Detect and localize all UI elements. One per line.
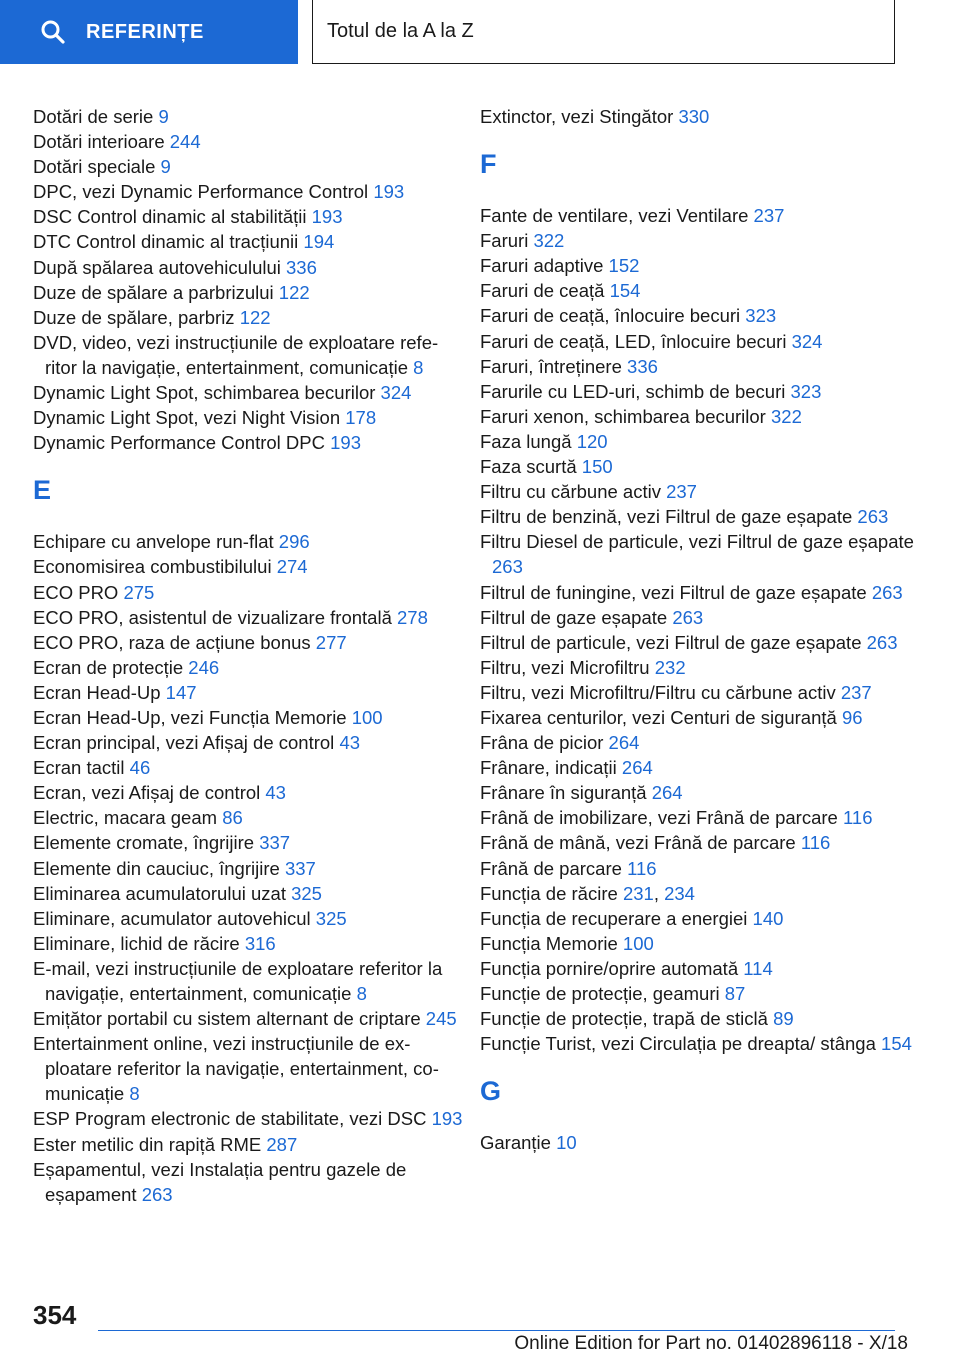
- index-entry: [33, 780, 463, 805]
- index-entry-text: Elemente cromate, îngrijire: [33, 832, 255, 854]
- index-column-right: [480, 104, 920, 1155]
- index-entry-text: Funcție Turist, vezi Circulația pe dreapta/ stânga: [480, 1033, 876, 1055]
- page-reference-link[interactable]: 336: [286, 256, 317, 278]
- index-entry: [33, 580, 463, 605]
- index-entry-text: Dotări de serie: [33, 106, 154, 127]
- page-reference-link[interactable]: 150: [581, 456, 613, 478]
- page-reference-link[interactable]: 322: [771, 405, 802, 427]
- index-entry: [33, 906, 463, 931]
- index-entry-text: Faruri adaptive: [480, 255, 604, 277]
- index-entry: [33, 104, 463, 129]
- index-entry: [33, 554, 463, 579]
- page-reference-link[interactable]: 287: [266, 1133, 298, 1155]
- page-reference-link[interactable]: 237: [840, 681, 872, 703]
- index-entry: [480, 504, 920, 529]
- section-title: [312, 0, 895, 64]
- index-entry: [33, 1031, 463, 1106]
- index-entry: [33, 730, 463, 755]
- page-reference-link[interactable]: 264: [621, 757, 653, 779]
- index-entry-text: E-mail, vezi instrucțiunile de exploatare referitor la navigație, entertainment, comunicație: [33, 957, 443, 1004]
- index-entry-text: Economisirea combustibilului: [33, 556, 272, 578]
- index-entry-text: Garanție: [480, 1132, 551, 1154]
- index-entry: [480, 580, 920, 605]
- index-entry-text: DTC Control dinamic al tracțiunii: [33, 231, 299, 253]
- index-entry-text: Frâna de picior: [480, 732, 604, 754]
- index-entry-text: Filtru, vezi Microfiltru: [480, 656, 650, 678]
- index-entry-text: Funcția Memorie: [480, 932, 618, 954]
- index-entry: [480, 1031, 920, 1056]
- page-reference-link[interactable]: 246: [188, 656, 220, 678]
- page-reference-link[interactable]: 194: [303, 231, 335, 253]
- page-reference-link[interactable]: 154: [609, 280, 641, 302]
- page-reference-link[interactable]: 263: [857, 506, 889, 528]
- index-entry: [33, 931, 463, 956]
- index-entry-text: Eșapamentul, vezi Instalația pentru gazele de eșapament: [33, 1158, 407, 1205]
- index-entry: [33, 154, 463, 179]
- index-entry-text: Faruri de ceață, LED, înlocuire becuri: [480, 330, 787, 352]
- index-entry-text: ECO PRO: [33, 581, 119, 603]
- footer-divider: [98, 1330, 895, 1331]
- index-entry-text: Frânare, indicații: [480, 757, 617, 779]
- index-entry-text: Funcție de protecție, geamuri: [480, 983, 720, 1004]
- index-entry-text: Frână de parcare: [480, 857, 622, 879]
- index-entry-text: Frână de mână, vezi Frână de parcare: [480, 832, 796, 854]
- page-reference-link[interactable]: 87: [724, 983, 746, 1004]
- index-entry: [33, 680, 463, 705]
- page-reference-link[interactable]: 330: [678, 106, 710, 127]
- index-entry-text: Funcție de protecție, trapă de sticlă: [480, 1008, 768, 1030]
- index-entry: [33, 529, 463, 554]
- index-entry-text: Dotări interioare: [33, 131, 165, 153]
- index-letter-heading: G: [480, 1076, 502, 1107]
- index-entry-text: Funcția pornire/oprire automată: [480, 957, 739, 979]
- index-entry: [33, 1132, 463, 1157]
- index-entry-text: Funcția de răcire: [480, 882, 618, 904]
- references-tab[interactable]: [0, 0, 298, 64]
- page-reference-link[interactable]: 100: [351, 706, 383, 728]
- index-entry-text: ECO PRO, raza de acțiune bonus: [33, 631, 311, 653]
- index-entry-text: Faruri de ceață, înlocuire becuri: [480, 305, 741, 327]
- index-column-left: [33, 104, 463, 1207]
- index-entry: [33, 605, 463, 630]
- page-reference-link[interactable]: 245: [425, 1008, 457, 1030]
- page-reference-link[interactable]: 325: [315, 907, 347, 929]
- page-reference-link[interactable]: 322: [533, 230, 565, 252]
- page-reference-link[interactable]: 122: [239, 306, 271, 328]
- index-entry: [480, 529, 920, 579]
- index-entry-text: Ester metilic din rapiță RME: [33, 1133, 262, 1155]
- page-reference-link[interactable]: 263: [141, 1183, 173, 1205]
- index-entry: [33, 305, 463, 330]
- page-reference-link[interactable]: 116: [842, 807, 873, 829]
- page-reference-link[interactable]: 323: [745, 305, 777, 327]
- page-reference-link[interactable]: 9: [160, 156, 171, 178]
- index-entry: [480, 906, 920, 931]
- page-reference-link[interactable]: 278: [397, 606, 428, 628]
- index-entry: [33, 204, 463, 229]
- page-reference-link[interactable]: 140: [752, 907, 784, 929]
- index-entry: [33, 255, 463, 280]
- index-entry: [480, 956, 920, 981]
- index-entry: [33, 856, 463, 881]
- index-entry-text: Emițător portabil cu sistem alternant de criptare: [33, 1008, 421, 1030]
- index-entry: [33, 129, 463, 154]
- page-reference-link[interactable]: 8: [413, 356, 424, 378]
- index-entry-text: După spălarea autovehiculului: [33, 256, 281, 278]
- index-entry: [480, 404, 920, 429]
- index-entry: [33, 330, 463, 380]
- index-entry: [33, 1157, 463, 1207]
- page-reference-link[interactable]: 122: [278, 281, 310, 303]
- index-entry: [480, 730, 920, 755]
- index-entry: [480, 329, 920, 354]
- index-entry-text: Echipare cu anvelope run-flat: [33, 531, 274, 553]
- index-entry: [480, 379, 920, 404]
- page-reference-link[interactable]: 152: [608, 255, 640, 277]
- index-entry-text: Filtru Diesel de particule, vezi Filtrul de gaze eșapate: [480, 531, 914, 553]
- index-entry-text: Ecran, vezi Afișaj de control: [33, 782, 261, 804]
- index-entry: [33, 830, 463, 855]
- page-reference-link[interactable]: 232: [654, 656, 686, 678]
- index-entry: [480, 228, 920, 253]
- index-entry-text: Faruri, întreținere: [480, 355, 622, 377]
- page-reference-link[interactable]: 263: [492, 556, 523, 578]
- index-entry-text: Filtru de benzină, vezi Filtrul de gaze eșapate: [480, 506, 853, 528]
- index-entry: [33, 630, 463, 655]
- page-reference-link[interactable]: 264: [651, 782, 683, 804]
- index-entry: [33, 956, 463, 1006]
- page-reference-link[interactable]: 296: [278, 531, 310, 553]
- index-entry: [480, 805, 920, 830]
- footer-edition: Online Edition for Part no. 01402896118 - X/18: [514, 1333, 908, 1354]
- page-reference-link[interactable]: 277: [315, 631, 347, 653]
- index-entry-text: Eliminare, lichid de răcire: [33, 932, 240, 954]
- index-entry-text: Eliminarea acumulatorului uzat: [33, 882, 286, 904]
- page-reference-link[interactable]: 8: [356, 983, 367, 1004]
- index-entry-text: Electric, macara geam: [33, 807, 218, 829]
- page-number: 354: [33, 1300, 77, 1330]
- index-entry: [480, 705, 920, 730]
- index-entry-text: Ecran Head-Up: [33, 681, 161, 703]
- index-entry-text: Duze de spălare a parbrizului: [33, 281, 274, 303]
- index-entry-text: Dynamic Light Spot, vezi Night Vision: [33, 407, 341, 429]
- index-entry: [33, 380, 463, 405]
- index-entry: [33, 1106, 463, 1131]
- index-entry: Funcția de răcire 231, 234: [480, 882, 695, 904]
- index-entry-text: DVD, video, vezi instrucțiunile de exploatare referitor la navigație, entertainment, comunicație: [33, 331, 439, 378]
- page-reference-link[interactable]: 275: [123, 581, 155, 603]
- page-reference-link[interactable]: 325: [291, 882, 322, 904]
- index-entry-text: ESP Program electronic de stabilitate, vezi DSC: [33, 1108, 427, 1130]
- index-entry: [480, 1006, 920, 1031]
- page-reference-link[interactable]: 178: [345, 407, 377, 429]
- index-entry-text: Dotări speciale: [33, 156, 156, 178]
- page-reference-link[interactable]: 193: [431, 1108, 463, 1130]
- index-entry-text: Frânare în siguranță: [480, 782, 647, 804]
- index-entry-text: Farurile cu LED-uri, schimb de becuri: [480, 380, 786, 402]
- page-reference-link[interactable]: 147: [165, 681, 197, 703]
- page-reference-link[interactable]: 96: [841, 706, 863, 728]
- index-entry-text: Faza scurtă: [480, 456, 577, 478]
- page-header: [0, 0, 960, 66]
- index-entry: [480, 253, 920, 278]
- index-entry: [480, 454, 920, 479]
- search-icon: [40, 19, 66, 45]
- index-entry: [33, 755, 463, 780]
- index-entry: [480, 630, 920, 655]
- page-reference-link[interactable]: 231: [622, 882, 654, 904]
- index-entry-text: Filtru cu cărbune activ: [480, 481, 661, 503]
- index-entry: [33, 881, 463, 906]
- index-entry-text: Faruri de ceață: [480, 280, 605, 302]
- page-reference-link[interactable]: 193: [373, 181, 405, 203]
- page-reference-link[interactable]: 193: [330, 432, 361, 454]
- index-entry: [33, 405, 463, 430]
- index-entry: [33, 179, 463, 204]
- index-entry: [33, 430, 463, 455]
- index-entry-text: Extinctor, vezi Stingător: [480, 106, 674, 127]
- index-entry-text: DSC Control dinamic al stabilității: [33, 206, 307, 228]
- index-entry: [480, 1130, 920, 1155]
- index-entry: [33, 655, 463, 680]
- references-tab-label: REFERINȚE: [86, 20, 204, 43]
- index-entry: [480, 203, 920, 228]
- page-reference-link[interactable]: 43: [265, 782, 286, 804]
- index-entry: [480, 479, 920, 504]
- index-entry-text: Ecran de protecție: [33, 656, 184, 678]
- index-entry-text: Duze de spălare, parbriz: [33, 306, 235, 328]
- index-entry: [480, 429, 920, 454]
- index-entry-text: Dynamic Performance Control DPC: [33, 432, 325, 454]
- index-entry-text: Ecran tactil: [33, 757, 125, 779]
- page-reference-link[interactable]: 86: [222, 807, 243, 829]
- page-reference-link[interactable]: 263: [866, 631, 898, 653]
- index-entry: [480, 981, 920, 1006]
- index-entry-text: Entertainment online, vezi instrucțiunile de exploatare referitor la navigație, entertainment, comunicație: [33, 1033, 439, 1105]
- page-reference-link[interactable]: 324: [380, 382, 412, 404]
- index-entry-text: Ecran Head-Up, vezi Funcția Memorie: [33, 706, 347, 728]
- page-reference-link[interactable]: 244: [169, 131, 201, 153]
- index-entry: [480, 780, 920, 805]
- index-entry-text: Dynamic Light Spot, schimbarea becurilor: [33, 382, 376, 404]
- index-letter-heading: F: [480, 149, 497, 180]
- index-entry-text: Fixarea centurilor, vezi Centuri de siguranță: [480, 706, 837, 728]
- page-reference-link[interactable]: 100: [622, 932, 654, 954]
- index-entry: [33, 280, 463, 305]
- page-reference-link[interactable]: 89: [773, 1008, 794, 1030]
- index-entry: [480, 104, 920, 129]
- index-entry-text: Ecran principal, vezi Afișaj de control: [33, 732, 335, 754]
- page-reference-link[interactable]: 154: [881, 1033, 912, 1055]
- index-entry-text: Eliminare, acumulator autovehicul: [33, 907, 311, 929]
- page-reference-link[interactable]: 323: [790, 380, 822, 402]
- index-entry-text: ECO PRO, asistentul de vizualizare frontală: [33, 606, 392, 628]
- index-entry-text: Funcția de recuperare a energiei: [480, 907, 748, 929]
- index-entry: [33, 1006, 463, 1031]
- index-entry: [33, 229, 463, 254]
- index-entry: [480, 278, 920, 303]
- page-reference-link[interactable]: 8: [129, 1083, 140, 1105]
- page-reference-link[interactable]: 336: [627, 355, 658, 377]
- section-title-text: Totul de la A la Z: [327, 20, 474, 42]
- index-entry: [33, 705, 463, 730]
- page-reference-link[interactable]: 316: [244, 932, 276, 954]
- index-entry: [480, 755, 920, 780]
- index-entry: [480, 830, 920, 855]
- page-reference-link[interactable]: 324: [791, 330, 823, 352]
- index-entry: [33, 805, 463, 830]
- index-entry-text: Faza lungă: [480, 430, 572, 452]
- page-reference-link[interactable]: 274: [276, 556, 308, 578]
- page-reference-link[interactable]: 10: [556, 1132, 577, 1154]
- page-reference-link[interactable]: 9: [158, 106, 169, 127]
- page-reference-link[interactable]: 263: [871, 581, 903, 603]
- index-entry-text: Filtrul de particule, vezi Filtrul de gaze eșapate: [480, 631, 862, 653]
- index-entry-text: Filtru, vezi Microfiltru/Filtru cu cărbune activ: [480, 681, 836, 703]
- page-reference-link[interactable]: 120: [576, 430, 608, 452]
- page-reference-link[interactable]: 263: [672, 606, 704, 628]
- page-reference-link[interactable]: 193: [311, 206, 343, 228]
- page-reference-link[interactable]: 114: [743, 957, 773, 979]
- page-reference-link[interactable]: 337: [284, 857, 316, 879]
- page-reference-link[interactable]: 337: [259, 832, 291, 854]
- index-entry: [480, 354, 920, 379]
- index-entry-text: Faruri: [480, 230, 529, 252]
- index-entry: [480, 655, 920, 680]
- index-entry: [480, 303, 920, 328]
- page-reference-link[interactable]: 237: [753, 205, 785, 227]
- index-entry-text: Faruri xenon, schimbarea becurilor: [480, 405, 766, 427]
- page-reference-link[interactable]: 46: [129, 757, 151, 779]
- index-entry-text: Fante de ventilare, vezi Ventilare: [480, 205, 749, 227]
- index-entry: [480, 605, 920, 630]
- index-entry: [480, 931, 920, 956]
- index-entry: [480, 680, 920, 705]
- page-reference-link[interactable]: 116: [627, 857, 657, 879]
- index-entry-text: Filtrul de gaze eșapate: [480, 606, 668, 628]
- index-entry-text: Frână de imobilizare, vezi Frână de parcare: [480, 807, 838, 829]
- index-entry-text: Elemente din cauciuc, îngrijire: [33, 857, 280, 879]
- index-entry-text: Filtrul de funingine, vezi Filtrul de gaze eșapate: [480, 581, 867, 603]
- page-reference-link[interactable]: 116: [800, 832, 831, 854]
- page-reference-link[interactable]: 237: [666, 481, 697, 503]
- index-entry-text: DPC, vezi Dynamic Performance Control: [33, 181, 369, 203]
- page-reference-link[interactable]: 264: [608, 732, 640, 754]
- page-reference-link[interactable]: 234: [664, 882, 695, 904]
- page-reference-link[interactable]: 43: [339, 732, 361, 754]
- index-letter-heading: E: [33, 475, 52, 506]
- index-entry: [480, 856, 920, 881]
